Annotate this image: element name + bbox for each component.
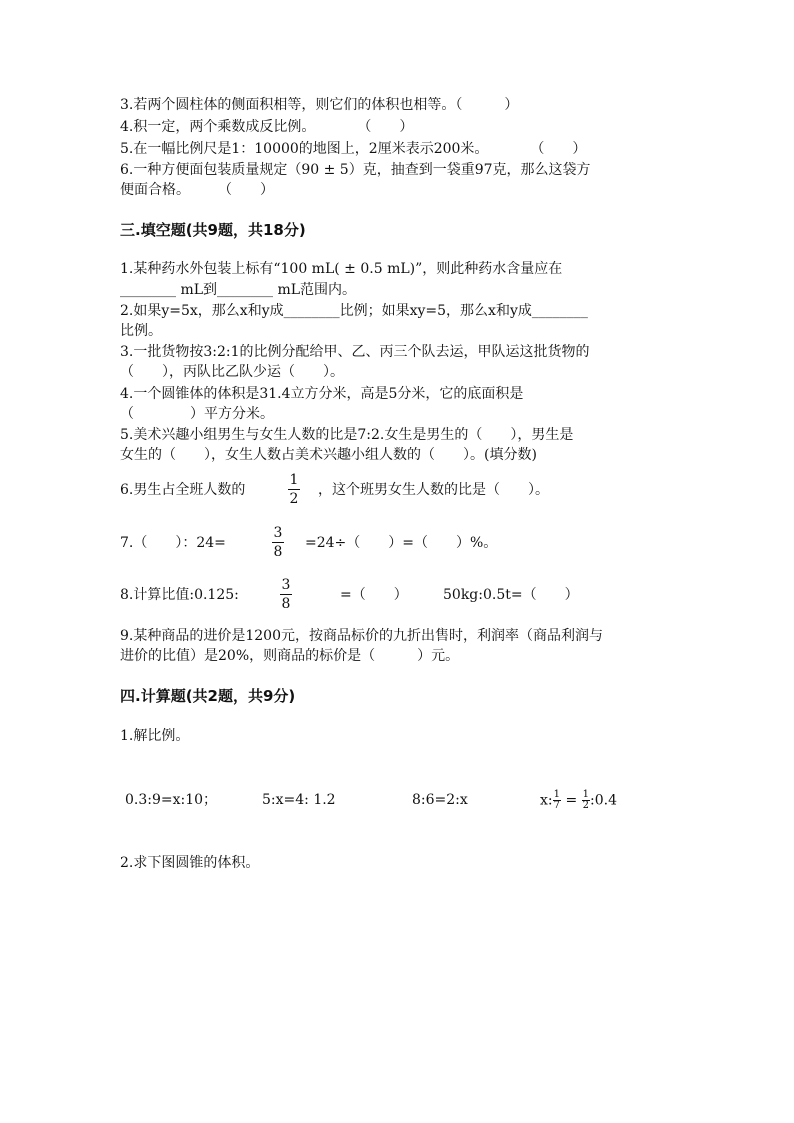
fill-q8-post: 50kg:0.5t=（ ） (443, 587, 579, 603)
fill-q6-post: ，这个班男女生人数的比是（ ）。 (318, 482, 549, 498)
fill-q3-line2: （ ），丙队比乙队少运（ ）。 (120, 364, 344, 380)
fill-q6-pre: 6.男生占全班人数的 (120, 482, 246, 498)
calc-eq4 (540, 790, 617, 811)
fill-q2-line2: 比例。 (120, 323, 162, 339)
fraction-numerator: 3 (273, 525, 283, 541)
eq4-fraction-2: $\frac{1}{2}$ (582, 789, 590, 811)
judge-q4: 4.积一定，两个乘数成反比例。 （ ） (120, 119, 414, 135)
fill-q9-line1: 9.某种商品的进价是1200元，按商品标价的九折出售时，利润率（商品利润与 (120, 628, 603, 644)
eq4-part-b: :0.4 (590, 792, 617, 809)
fraction-denominator: 8 (273, 544, 283, 560)
judge-q6-line1: 6.一种方便面包装质量规定（90 ± 5）克，抽查到一袋重97克，那么这袋方 (120, 162, 591, 178)
fill-q7-post: =24÷（ ）=（ ）%。 (305, 535, 498, 551)
fraction-denominator: 8 (281, 596, 291, 612)
fill-q8-pre: 8.计算比值:0.125: (120, 587, 239, 603)
fill-q4-line2: （ ）平方分米。 (120, 406, 274, 422)
judge-q6-line2: 便面合格。 （ ） (120, 182, 274, 198)
judge-q5: 5.在一幅比例尺是1：10000的地图上，2厘米表示200米。 （ ） (120, 141, 587, 157)
fraction-denominator: 2 (289, 491, 299, 507)
eq4-part-a: x: (540, 792, 553, 809)
fill-q7-fraction (272, 525, 284, 560)
fill-q4-line1: 4.一个圆锥体的体积是31.4立方分米，高是5分米，它的底面积是 (120, 386, 524, 402)
calc-q2: 2.求下图圆锥的体积。 (120, 855, 260, 871)
fill-q3-line1: 3.一批货物按3:2:1的比例分配给甲、乙、丙三个队去运，甲队运这批货物的 (120, 344, 590, 360)
fill-q1-line2: ________ mL到________ mL范围内。 (120, 282, 357, 298)
calc-eq2: 5:x=4: 1.2 (262, 792, 336, 808)
calc-eq3: 8:6=2:x (412, 792, 468, 808)
section3-title: 三.填空题(共9题，共18分) (120, 221, 306, 239)
calc-q1: 1.解比例。 (120, 728, 190, 744)
fraction-numerator: 1 (289, 472, 299, 488)
fill-q8-mid: =（ ） (340, 587, 408, 603)
eq4-equals: = (561, 792, 582, 809)
fill-q5-line1: 5.美术兴趣小组男生与女生人数的比是7:2.女生是男生的（ ），男生是 (120, 427, 574, 443)
judge-q3: 3.若两个圆柱体的侧面积相等，则它们的体积也相等。（ ） (120, 97, 519, 113)
fill-q2-line1: 2.如果y=5x，那么x和y成________比例；如果xy=5，那么x和y成________ (120, 303, 588, 319)
fill-q6-fraction (288, 472, 300, 507)
eq4-fraction-1: $\frac{1}{7}$ (553, 789, 560, 811)
fill-q5-line2: 女生的（ ），女生人数占美术兴趣小组人数的（ ）。(填分数) (120, 447, 537, 463)
fill-q7-pre: 7.（ ）：24= (120, 535, 226, 551)
fill-q9-line2: 进价的比值）是20%，则商品的标价是（ ）元。 (120, 648, 460, 664)
calc-eq1: 0.3:9=x:10； (125, 792, 218, 808)
section4-title: 四.计算题(共2题，共9分) (120, 687, 296, 705)
fraction-numerator: 3 (281, 577, 291, 593)
fill-q1-line1: 1.某种药水外包装上标有“100 mL( ± 0.5 mL)”，则此种药水含量应在 (120, 261, 563, 277)
fill-q8-fraction (280, 577, 292, 612)
